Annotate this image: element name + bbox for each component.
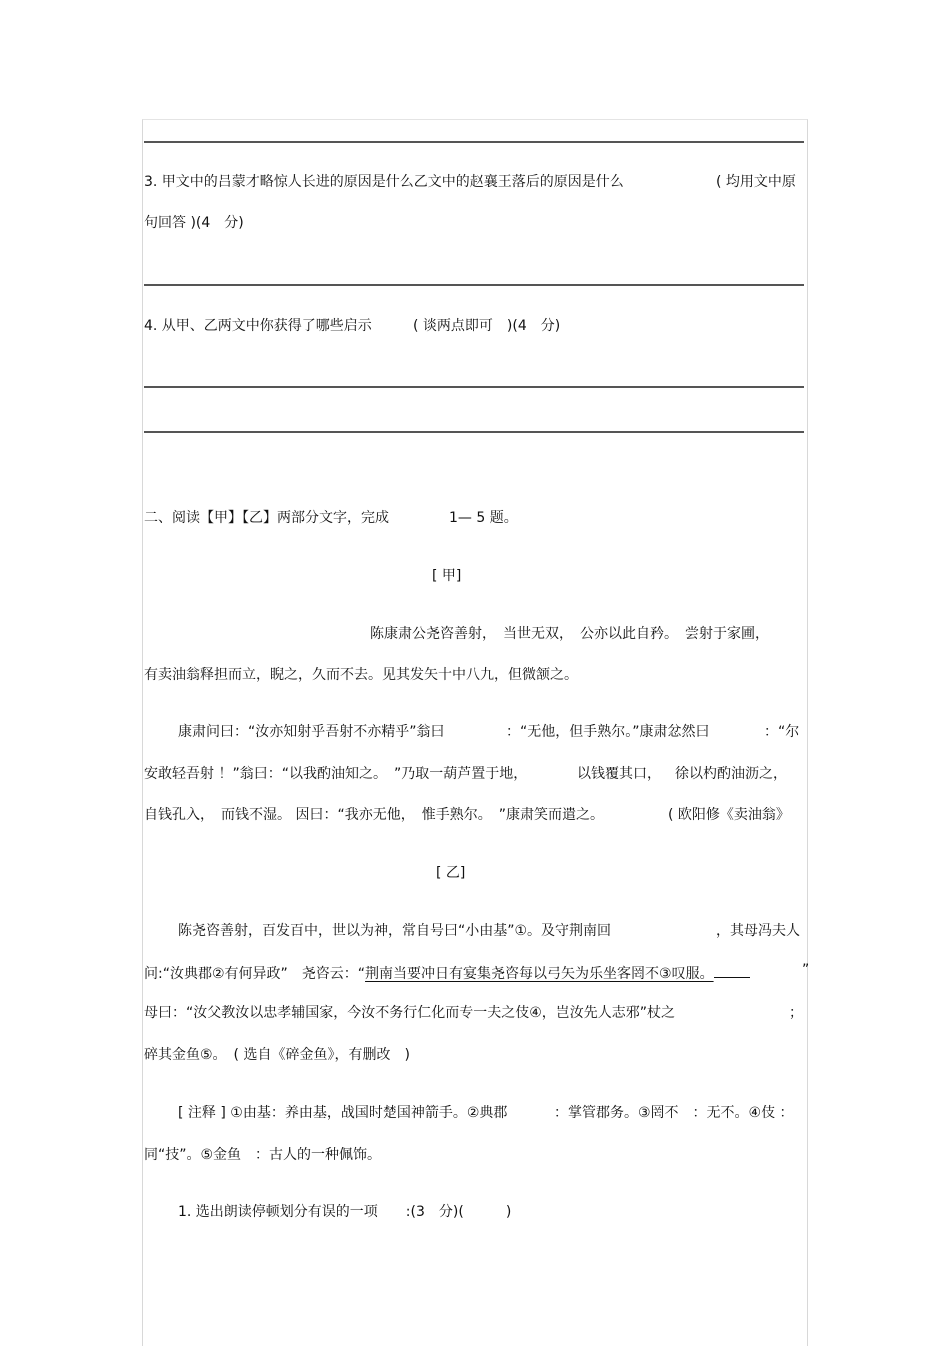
answer-line: [144, 431, 804, 433]
section-heading-range: 1— 5 题。: [449, 510, 518, 526]
q4-text-note: ( 谈两点即可 )(4 分): [413, 318, 561, 334]
passage-yi-text: 问:“汝典郡②有何异政” 尧咨云：“: [144, 966, 366, 982]
passage-jia-line: 安敢轻吾射 ！”翁曰：“以我酌油知之。 ”乃取一葫芦置于地，: [144, 766, 528, 782]
underlined-sentence: 荆南当要冲日有宴集尧咨每以弓矢为乐坐客罔不③叹服。: [365, 966, 714, 982]
q3-text-line1: 3. 甲文中的吕蒙才略惊人长进的原因是什么乙文中的赵襄王落后的原因是什么: [144, 174, 624, 190]
q3-text-line1-note: ( 均用文中原: [716, 174, 796, 190]
notes-line: 同“技”。⑤金鱼 ：古人的一种佩饰。: [144, 1147, 382, 1163]
passage-jia-source: ( 欧阳修《卖油翁》: [668, 807, 790, 823]
passage-jia-line: 康肃问曰：“汝亦知射乎吾射不亦精乎”翁曰: [178, 724, 445, 740]
answer-line: [144, 141, 804, 143]
q1-text: 1. 选出朗读停顿划分有误的一项 :(3 分)( ): [178, 1204, 512, 1220]
passage-yi-line: 母曰：“汝父教汝以忠孝辅国家，今汝不务行仁化而专一夫之伎④，岂汝先人志邪”杖之: [144, 1005, 676, 1021]
passage-yi-quote-close: ”: [802, 962, 810, 978]
q4-text: 4. 从甲、乙两文中你获得了哪些启示: [144, 318, 372, 334]
q3-text-line2: 句回答 )(4 分): [144, 215, 244, 231]
answer-line: [144, 386, 804, 388]
notes-line: [ 注释 ] ①由基：养由基，战国时楚国神箭手。②典郡: [178, 1105, 508, 1121]
passage-jia-line: 陈康肃公尧咨善射， 当世无双， 公亦以此自矜。 尝射于家圃，: [370, 626, 769, 642]
blank-underline: [714, 963, 750, 978]
passage-yi-line: ；: [789, 1005, 803, 1021]
passage-yi-line: 碎其金鱼⑤。 ( 选自《碎金鱼》，有删改 ): [144, 1047, 410, 1063]
answer-line: [144, 284, 804, 286]
passage-jia-line: 以钱覆其口，: [577, 766, 661, 782]
passage-jia-line: ：“无他，但手熟尔。”康肃忿然曰: [506, 724, 710, 740]
passage-jia-title: [ 甲]: [432, 568, 462, 584]
passage-yi-line: [144, 963, 750, 983]
passage-yi-line: 陈尧咨善射，百发百中，世以为神，常自号曰“小由基”①。及守荆南回: [178, 923, 612, 939]
section-heading: 二、阅读【甲】【乙】两部分文字，完成: [144, 510, 389, 526]
passage-jia-line: 有卖油翁释担而立，睨之，久而不去。见其发矢十中八九，但微颔之。: [144, 667, 578, 683]
passage-jia-line: 徐以杓酌油沥之，: [675, 766, 787, 782]
notes-line: ：掌管郡务。③罔不 ：无不。④伎 ：: [554, 1105, 794, 1121]
passage-jia-line: ：“尔: [764, 724, 800, 740]
passage-jia-line: 自钱孔入， 而钱不湿。 因曰：“我亦无他， 惟手熟尔。 ”康肃笑而遣之。: [144, 807, 604, 823]
passage-yi-line: ，其母冯夫人: [716, 923, 800, 939]
passage-yi-title: [ 乙]: [436, 865, 466, 881]
